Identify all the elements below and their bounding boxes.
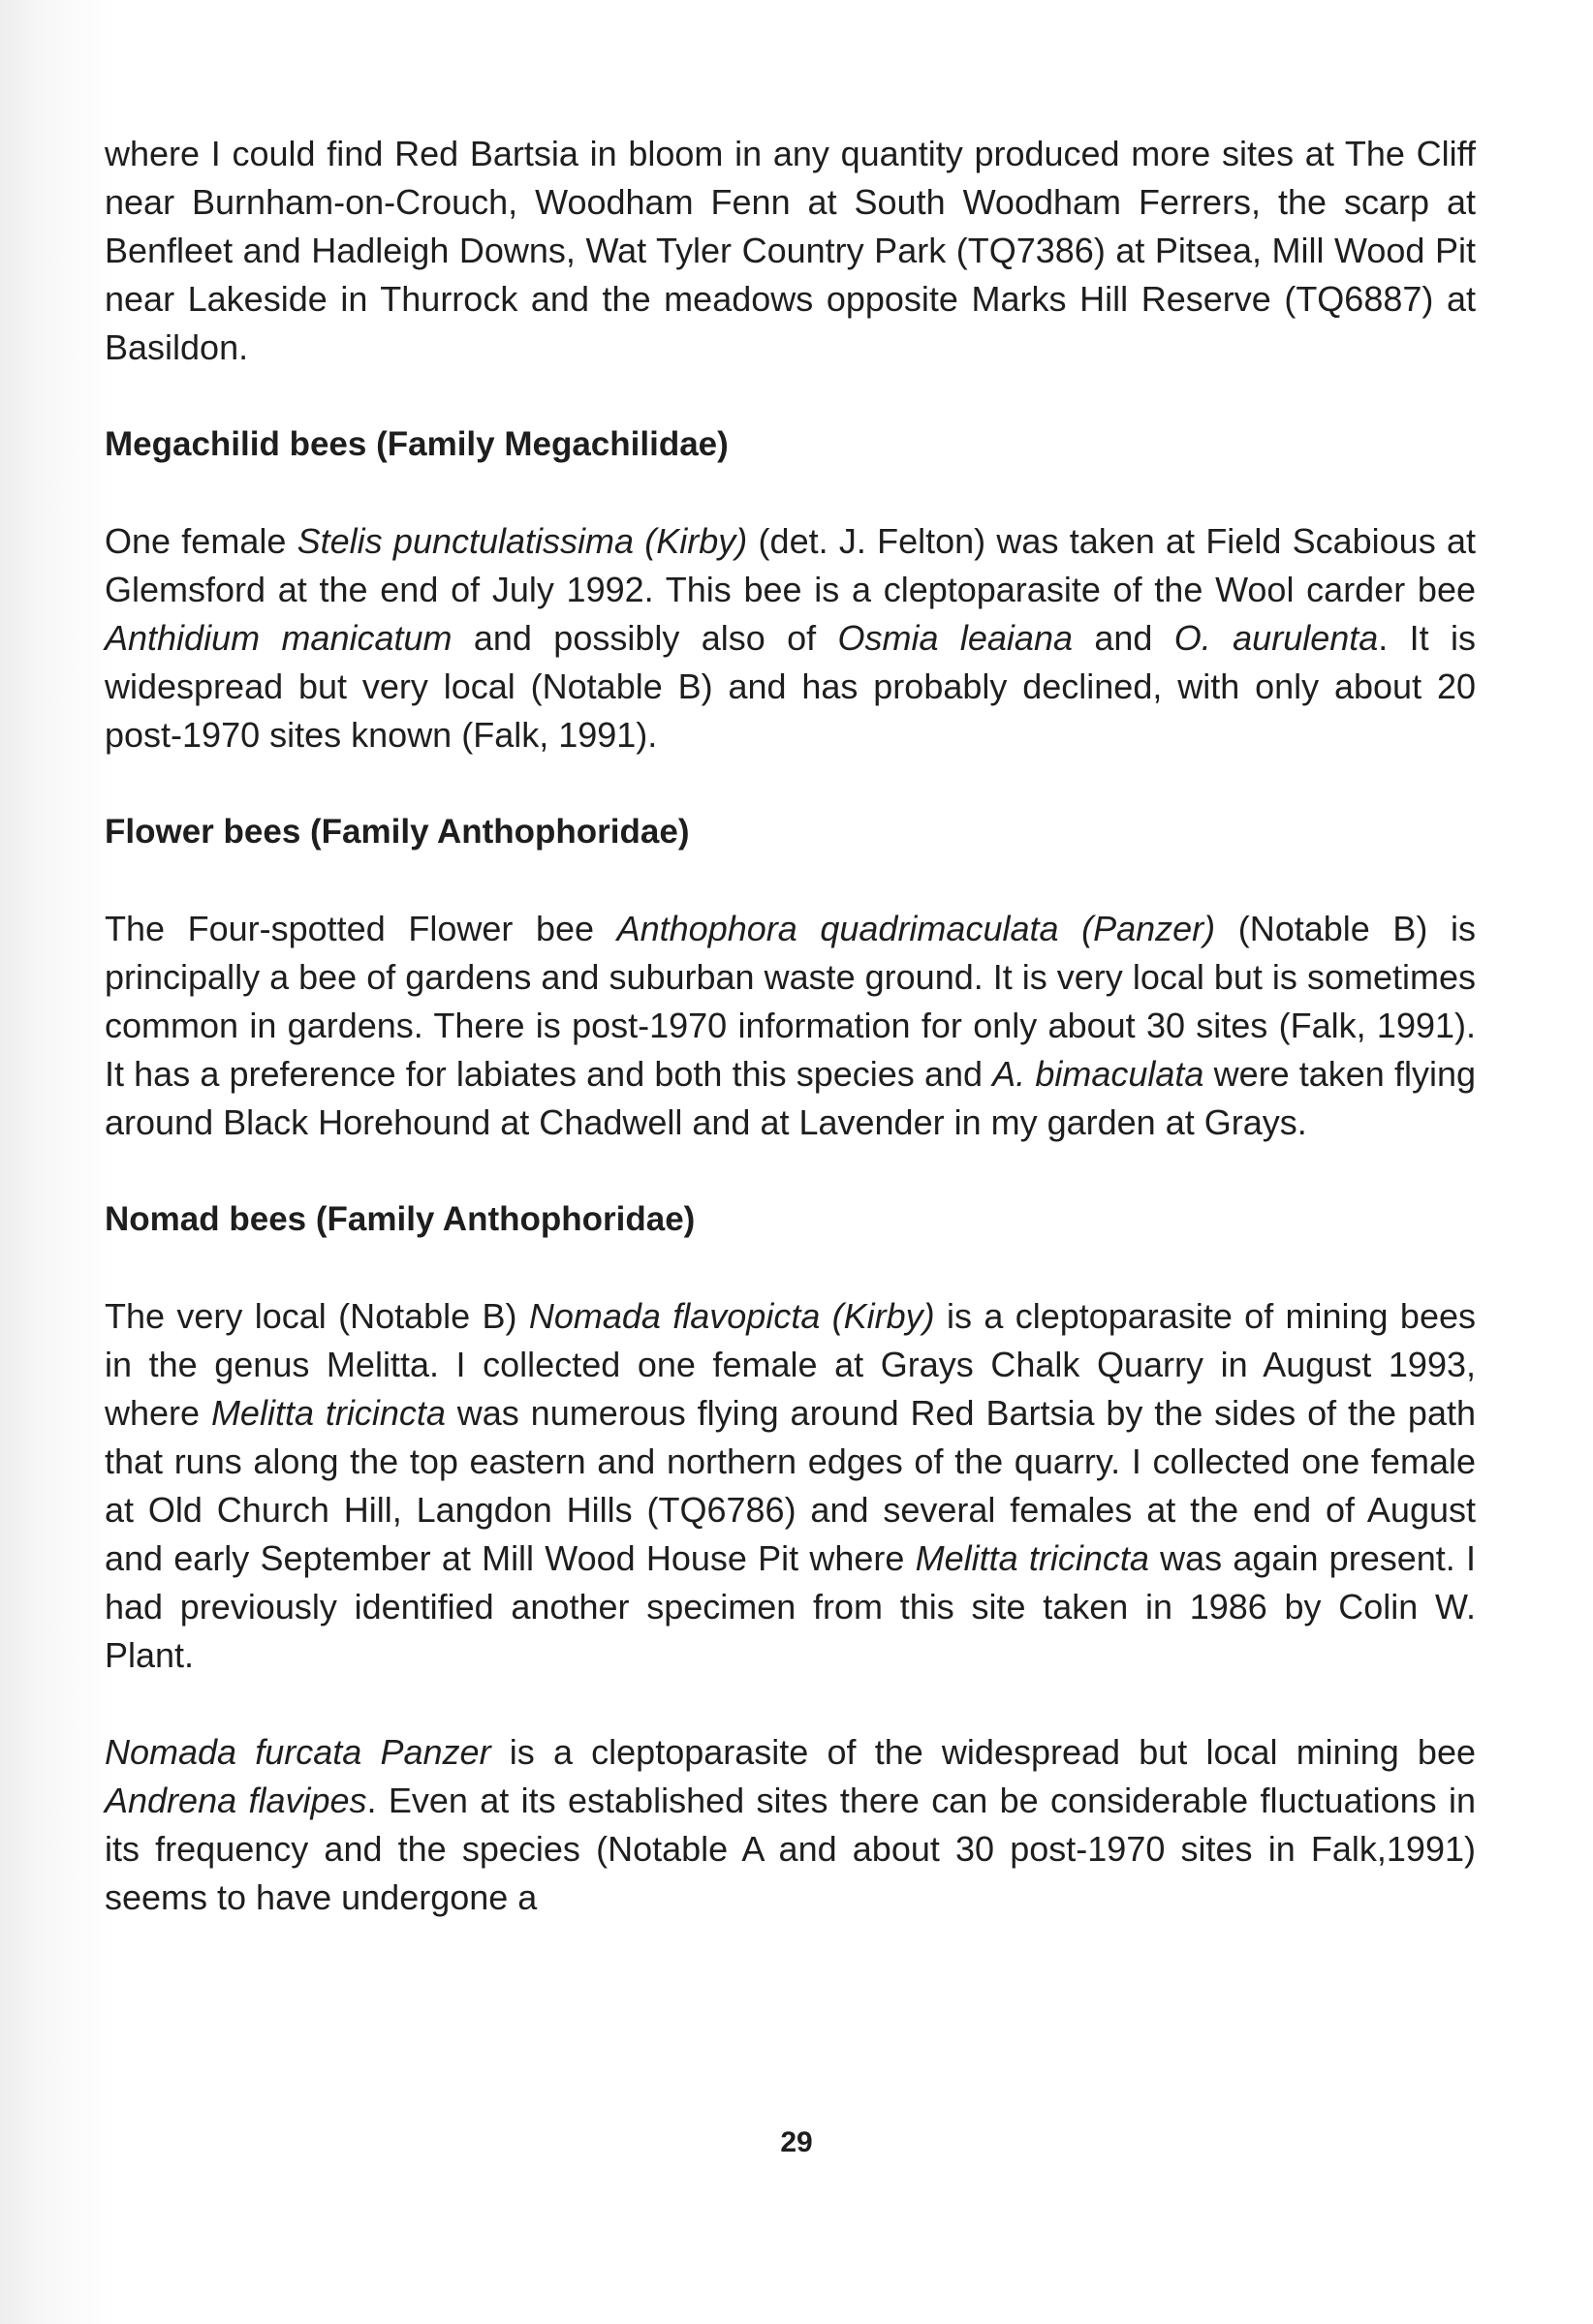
text-run: . Even at its established sites there can be considerable fluctuations in its frequency and the species (Notable A and about 30 post-1970 sites in Falk,1991) seems to have undergone a (105, 1781, 1477, 1917)
italic-text: Osmia leaiana (837, 618, 1073, 658)
italic-text: Stelis punctulatissima (Kirby) (297, 521, 748, 561)
text-run: . It is widespread but very local (Notable B) and has probably declined, with only about 20 post-1970 sites known (Falk, 1991). (105, 618, 1477, 755)
paragraph (105, 1728, 1476, 1922)
text-run: (det. J. Felton) was taken at Field Scabious at Glemsford at the end of July 1992. This bee is a cleptoparasite of the Wool carder bee (105, 521, 1476, 609)
paragraph (105, 517, 1476, 759)
italic-text: Anthidium manicatum (105, 618, 453, 658)
text-run: One female (105, 521, 297, 561)
text-run: is a cleptoparasite of the widespread but local mining bee (490, 1732, 1476, 1772)
text-run: was again present. I had previously identified another specimen from this site taken in 1986 by Colin W. Plant. (105, 1538, 1476, 1675)
text-run: were taken flying around Black Horehound at Chadwell and at Lavender in my garden at Grays. (105, 1054, 1476, 1142)
text-run: and (1073, 618, 1174, 658)
italic-text: Melitta tricincta (210, 1393, 446, 1433)
italic-text: Nomada flavopicta (Kirby) (528, 1296, 935, 1336)
italic-text: Melitta tricincta (915, 1538, 1149, 1578)
italic-text: O. aurulenta (1173, 618, 1379, 658)
section-heading: Flower bees (Family Anthophoridae) (105, 813, 690, 851)
text-run: where I could find Red Bartsia in bloom in any quantity produced more sites at The Cliff near Burnham-on-Crouch, Woodham Fenn at South Woodham Ferrers, the scarp at Benfleet and Hadleigh Downs, Wat Tyler Country Park (TQ7386) at Pitsea, Mill Wood Pit near Lakeside in Thurrock and the meadows opposite Marks Hill Reserve (TQ6887) at Basildon. (105, 134, 1476, 367)
text-run: (Notable B) is principally a bee of gardens and suburban waste ground. It is very local but is sometimes common in gardens. There is post-1970 information for only about 30 sites (Falk, 1991). It has a preference for labiates and both this species and (105, 909, 1476, 1094)
section-heading: Megachilid bees (Family Megachilidae) (105, 425, 729, 463)
page-number: 29 (780, 2126, 813, 2158)
text-run: The very local (Notable B) (105, 1296, 529, 1336)
italic-text: A. bimaculata (992, 1054, 1204, 1094)
paragraph (105, 130, 1476, 372)
text-run: and possibly also of (452, 618, 838, 658)
paragraph (105, 905, 1476, 1147)
italic-text: Anthophora quadrimaculata (Panzer) (616, 909, 1216, 948)
section-heading: Nomad bees (Family Anthophoridae) (105, 1200, 696, 1238)
italic-text: Andrena flavipes (105, 1781, 367, 1820)
text-run: is a cleptoparasite of mining bees in the genus Melitta. I collected one female at Grays Chalk Quarry in August 1993, where (105, 1296, 1476, 1433)
page-body (105, 130, 1476, 1970)
text-run: was numerous flying around Red Bartsia by the sides of the path that runs along the top eastern and northern edges of the quarry. I collected one female at Old Church Hill, Langdon Hills (TQ6786) and several females at the end of August and early September at Mill Wood House Pit where (105, 1393, 1476, 1578)
text-run: The Four-spotted Flower bee (105, 909, 617, 948)
italic-text: Nomada furcata Panzer (105, 1732, 491, 1772)
paragraph (105, 1292, 1476, 1680)
